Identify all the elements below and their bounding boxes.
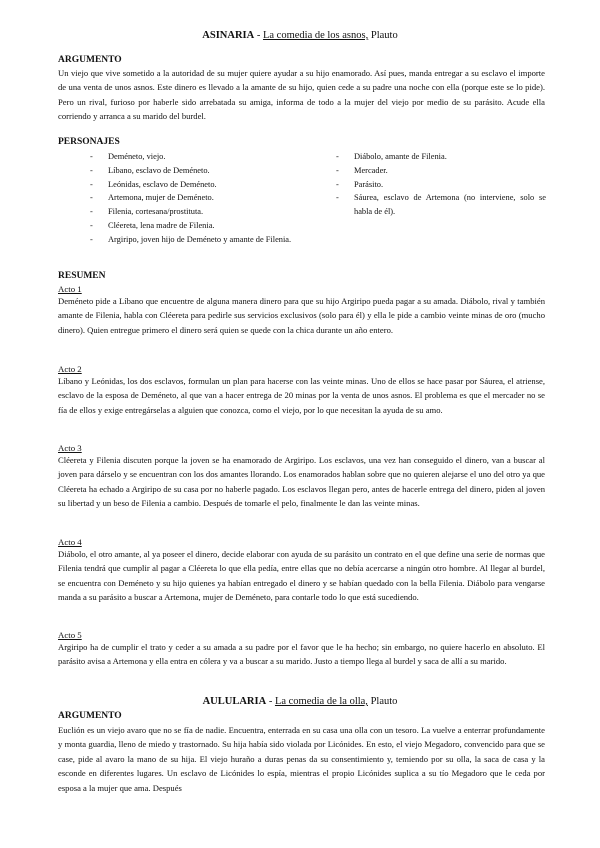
- asinaria-personajes-heading: PERSONAJES: [58, 137, 120, 147]
- asinaria-resumen-heading: RESUMEN: [58, 271, 106, 281]
- personaje-item: - Argiripo, joven hijo de Deméneto y amante de Filenia.: [90, 233, 310, 247]
- aulularia-title-name: AULULARIA: [202, 696, 267, 707]
- asinaria-title-name: ASINARIA: [202, 30, 255, 41]
- asinaria-title-author: Plauto: [368, 30, 398, 41]
- acto-5-text: Argiripo ha de cumplir el trato y ceder a su amada a su padre por el favor que le ha hecho; sin embargo, no quiere hacerlo en absoluto. El parásito avisa a Artemona y ella entra en cólera y va a buscar a su marido. Justo a tiempo llega al burdel y saca de allí a su marido.: [58, 642, 545, 667]
- asinaria-title-separator: -: [254, 30, 263, 41]
- personaje-item: - Cléereta, lena madre de Filenia.: [90, 219, 310, 233]
- aulularia-argumento-text: Euclión es un viejo avaro que no se fía de nadie. Encuentra, enterrada en su casa una olla con un tesoro. La vuelve a enterrar profundamente y monta guardia, lleno de miedo y trastornado. Su hija había sido violada por Licónides. En esto, el viejo Megadoro, convencido para que se case, pide al avaro la mano de su hija. El viejo huraño a duras penas da su consentimiento y, temiendo por su olla, la saca de casa y la esconde en diferentes lugares. Un esclavo de Licónides lo espía, mientras el propio Licónides suplica a su tío Megadoro que le ceda por esposa a la mujer que ama. Después: [58, 725, 545, 793]
- aulularia-title-subtitle: La comedia de la olla,: [274, 696, 368, 707]
- acto-3-text: Cléereta y Filenia discuten porque la joven se ha enamorado de Argiripo. Los esclavos, una vez han conseguido el dinero, van a buscar al joven para dárselo y se encuentran con los dos amantes llorando. Los enamorados hablan sobre que no quieren alejarse el uno del otro ya que Cléereta ha echado a Argiripo de su casa por no haberle pagado. Los esclavos llegan pero, antes de hacerle entrega del dinero, piden al joven su libertad y un beso de Filenia a cambio. Después de tomarle el pelo, finalmente le dan las veinte minas.: [58, 455, 545, 509]
- personaje-item: - Diábolo, amante de Filenia.: [336, 150, 546, 164]
- aulularia-title-separator: -: [266, 696, 275, 707]
- aulularia-title: [0, 696, 600, 707]
- asinaria-title: [0, 30, 600, 41]
- personaje-item: - Leónidas, esclavo de Deméneto.: [90, 178, 310, 192]
- aulularia-argumento-heading: ARGUMENTO: [58, 711, 122, 721]
- acto-4-text: Diábolo, el otro amante, al ya poseer el dinero, decide elaborar con ayuda de su parásito un contrato en el que define una serie de normas que Filenia tendrá que cumplir al pagar a Cléereta lo que ella pedía, entre ellas que no debía acercarse a ningún otro hombre. Al llegar al burdel, se encuentra con Deméneto y su hijo quienes ya habían entregado el dinero y se habían quedado con la bella Filenia. Diábolo para vengarse manda a su parásito a buscar a Artemona, mujer de Deméneto, para contarle todo lo que está sucediendo.: [58, 549, 545, 603]
- personaje-item: - Líbano, esclavo de Deméneto.: [90, 164, 310, 178]
- acto-1-label: Acto 1: [58, 284, 82, 294]
- personaje-item: - Mercader.: [336, 164, 546, 178]
- aulularia-title-author: Plauto: [367, 696, 398, 707]
- personaje-item: - Artemona, mujer de Deméneto.: [90, 191, 310, 205]
- personaje-item: - Deméneto, viejo.: [90, 150, 310, 164]
- personaje-item: - Parásito.: [336, 178, 546, 192]
- acto-5-label: Acto 5: [58, 630, 82, 640]
- personajes-list-right: [336, 150, 546, 219]
- asinaria-argumento-text: Un viejo que vive sometido a la autoridad de su mujer quiere ayudar a su hijo enamorado. Así pues, manda entregar a su esclavo el importe de una venta de unos asnos. Este dinero es llevado a la amante de su hijo, quien cede a su padre una noche con ella (porque este se lo pide). Pero un rival, furioso por haberle sido arrebatada su amiga, informa de todo a la mujer del viejo por medio de su parásito. Acude ella corriendo y arranca a su marido del burdel.: [58, 68, 545, 122]
- acto-1-text: Deméneto pide a Líbano que encuentre de alguna manera dinero para que su hijo Argiripo pueda pagar a su amada. Diábolo, rival y también amante de Filenia, habla con Cléereta para pedirle sus servicios exclusivos (solo para él) y ella le pide a cambio veinte minas de oro (mucho dinero). Quien entregue primero el dinero será quien se quede con la chica durante un año entero.: [58, 296, 545, 335]
- acto-2-label: Acto 2: [58, 364, 82, 374]
- personajes-list-left: [90, 150, 310, 247]
- personaje-item: - Sáurea, esclavo de Artemona (no interviene, solo se habla de él).: [336, 191, 546, 219]
- acto-4-label: Acto 4: [58, 537, 82, 547]
- acto-2-text: Líbano y Leónidas, los dos esclavos, formulan un plan para hacerse con las veinte minas. Uno de ellos se hace pasar por Sáurea, el atriense, esclavo de la esposa de Deméneto, al que van a hacer entrega de 20 minas por la venta de unos asnos. El problema es que el mercader no se fía de ellos y exige entregárselas a alguien que conozca, como el viejo, por lo que necesitan la ayuda de su amo.: [58, 376, 545, 415]
- acto-3-label: Acto 3: [58, 443, 82, 453]
- personaje-item: - Filenia, cortesana/prostituta.: [90, 205, 310, 219]
- asinaria-argumento-heading: ARGUMENTO: [58, 55, 122, 65]
- asinaria-title-subtitle: La comedia de los asnos,: [262, 30, 369, 41]
